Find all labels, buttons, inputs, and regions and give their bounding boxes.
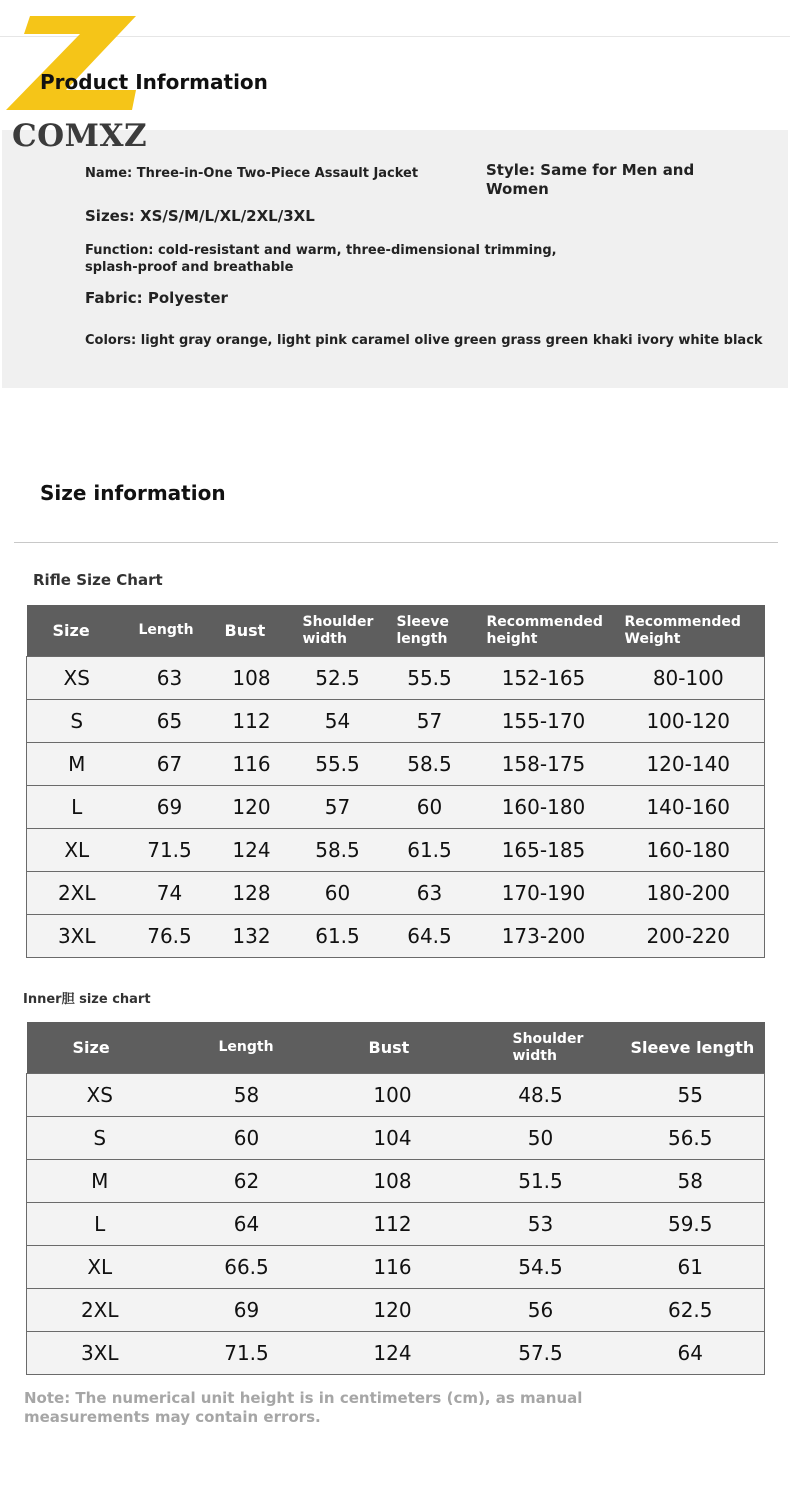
table-cell: 112: [321, 1203, 465, 1246]
table-cell: 55.5: [385, 657, 475, 700]
table-row: [27, 1289, 765, 1332]
table-cell: 54.5: [465, 1246, 617, 1289]
table-cell: 116: [213, 743, 291, 786]
table-row: [27, 657, 765, 700]
table-cell: 56.5: [617, 1117, 765, 1160]
table-cell: 57: [385, 700, 475, 743]
table-cell: 200-220: [613, 915, 765, 958]
table-cell: 116: [321, 1246, 465, 1289]
table-cell: 124: [321, 1332, 465, 1375]
table-cell: 64: [173, 1203, 321, 1246]
table-cell: 62.5: [617, 1289, 765, 1332]
table-cell: 61.5: [291, 915, 385, 958]
table-cell: 112: [213, 700, 291, 743]
table-cell: 65: [127, 700, 213, 743]
table-row: [27, 743, 765, 786]
header-shoulder-width: Shoulder width: [291, 605, 385, 657]
table-cell: XL: [27, 1246, 173, 1289]
table-cell: 124: [213, 829, 291, 872]
header-bust: Bust: [213, 605, 291, 657]
table-cell: S: [27, 700, 127, 743]
table-row: [27, 1074, 765, 1117]
product-name: Name: Three-in-One Two-Piece Assault Jacket: [85, 166, 419, 181]
table-cell: L: [27, 786, 127, 829]
measurement-note: Note: The numerical unit height is in centimeters (cm), as manual measurements may contain errors.: [24, 1389, 583, 1426]
table-cell: XS: [27, 1074, 173, 1117]
table-cell: 62: [173, 1160, 321, 1203]
table-cell: XS: [27, 657, 127, 700]
table-cell: 48.5: [465, 1074, 617, 1117]
table-cell: 69: [127, 786, 213, 829]
table-cell: 51.5: [465, 1160, 617, 1203]
table-cell: 60: [385, 786, 475, 829]
table-cell: 2XL: [27, 1289, 173, 1332]
table-cell: 108: [213, 657, 291, 700]
table-cell: 54: [291, 700, 385, 743]
table-row: [27, 1117, 765, 1160]
table-cell: 55.5: [291, 743, 385, 786]
table-cell: 155-170: [475, 700, 613, 743]
header-size: Size: [27, 1022, 173, 1074]
table-cell: 60: [291, 872, 385, 915]
table-row: [27, 915, 765, 958]
table-cell: 64.5: [385, 915, 475, 958]
table-cell: 58.5: [291, 829, 385, 872]
header-sleeve-length: Sleeve length: [385, 605, 475, 657]
z-logo-icon: [4, 14, 144, 114]
table-row: [27, 829, 765, 872]
table-cell: 108: [321, 1160, 465, 1203]
table-row: [27, 700, 765, 743]
table-cell: 71.5: [127, 829, 213, 872]
table-cell: 120-140: [613, 743, 765, 786]
table-row: [27, 786, 765, 829]
product-colors: Colors: light gray orange, light pink caramel olive green grass green khaki ivory white black: [85, 333, 763, 348]
table-cell: 63: [385, 872, 475, 915]
table-cell: 170-190: [475, 872, 613, 915]
inner-chart-title: Inner胆 size chart: [23, 992, 151, 1007]
table-cell: 69: [173, 1289, 321, 1332]
table-cell: 104: [321, 1117, 465, 1160]
table-cell: 61: [617, 1246, 765, 1289]
table-cell: 74: [127, 872, 213, 915]
table-cell: 71.5: [173, 1332, 321, 1375]
table-cell: 53: [465, 1203, 617, 1246]
table-cell: 59.5: [617, 1203, 765, 1246]
table-cell: XL: [27, 829, 127, 872]
table-cell: 160-180: [613, 829, 765, 872]
table-cell: 60: [173, 1117, 321, 1160]
table-row: [27, 872, 765, 915]
table-cell: 56: [465, 1289, 617, 1332]
product-style: Style: Same for Men and Women: [486, 161, 695, 198]
header-length: Length: [173, 1022, 321, 1074]
table-row: [27, 1203, 765, 1246]
table-cell: 67: [127, 743, 213, 786]
table-cell: 57: [291, 786, 385, 829]
table-cell: 165-185: [475, 829, 613, 872]
table-cell: 2XL: [27, 872, 127, 915]
table-cell: 158-175: [475, 743, 613, 786]
table-cell: M: [27, 743, 127, 786]
table-cell: 132: [213, 915, 291, 958]
table-cell: 100: [321, 1074, 465, 1117]
table-cell: 100-120: [613, 700, 765, 743]
table-cell: S: [27, 1117, 173, 1160]
table-cell: 120: [321, 1289, 465, 1332]
table-cell: 180-200: [613, 872, 765, 915]
table-cell: 61.5: [385, 829, 475, 872]
table-cell: 173-200: [475, 915, 613, 958]
table-row: [27, 1160, 765, 1203]
table-cell: 57.5: [465, 1332, 617, 1375]
table-cell: 3XL: [27, 915, 127, 958]
table-cell: 58: [173, 1074, 321, 1117]
table-cell: 55: [617, 1074, 765, 1117]
table-cell: 64: [617, 1332, 765, 1375]
product-function: Function: cold-resistant and warm, three-dimensional trimming, splash-proof and breathable: [85, 243, 557, 275]
header-recommended-height: Recommended height: [475, 605, 613, 657]
section-divider: [14, 542, 778, 543]
size-info-title: Size information: [40, 481, 226, 505]
header-sleeve-length: Sleeve length: [617, 1022, 765, 1074]
inner-size-table: [26, 1022, 765, 1375]
product-fabric: Fabric: Polyester: [85, 289, 228, 307]
table-header-row: [27, 1022, 765, 1074]
rifle-chart-title: Rifle Size Chart: [33, 571, 163, 589]
table-header-row: [27, 605, 765, 657]
table-cell: 63: [127, 657, 213, 700]
table-cell: 58: [617, 1160, 765, 1203]
table-cell: 128: [213, 872, 291, 915]
table-cell: 160-180: [475, 786, 613, 829]
table-cell: 58.5: [385, 743, 475, 786]
table-cell: M: [27, 1160, 173, 1203]
table-cell: 152-165: [475, 657, 613, 700]
product-info-title: Product Information: [40, 70, 268, 94]
header-shoulder-width: Shoulder width: [465, 1022, 617, 1074]
table-cell: 120: [213, 786, 291, 829]
header-length: Length: [127, 605, 213, 657]
table-row: [27, 1332, 765, 1375]
table-row: [27, 1246, 765, 1289]
table-cell: 3XL: [27, 1332, 173, 1375]
header-size: Size: [27, 605, 127, 657]
product-sizes: Sizes: XS/S/M/L/XL/2XL/3XL: [85, 207, 315, 225]
table-cell: L: [27, 1203, 173, 1246]
table-cell: 52.5: [291, 657, 385, 700]
rifle-size-table: [26, 605, 765, 958]
header-bust: Bust: [321, 1022, 465, 1074]
brand-logo-text: COMXZ: [12, 118, 148, 154]
table-cell: 66.5: [173, 1246, 321, 1289]
table-cell: 140-160: [613, 786, 765, 829]
table-cell: 80-100: [613, 657, 765, 700]
table-cell: 50: [465, 1117, 617, 1160]
header-recommended-weight: Recommended Weight: [613, 605, 765, 657]
table-cell: 76.5: [127, 915, 213, 958]
